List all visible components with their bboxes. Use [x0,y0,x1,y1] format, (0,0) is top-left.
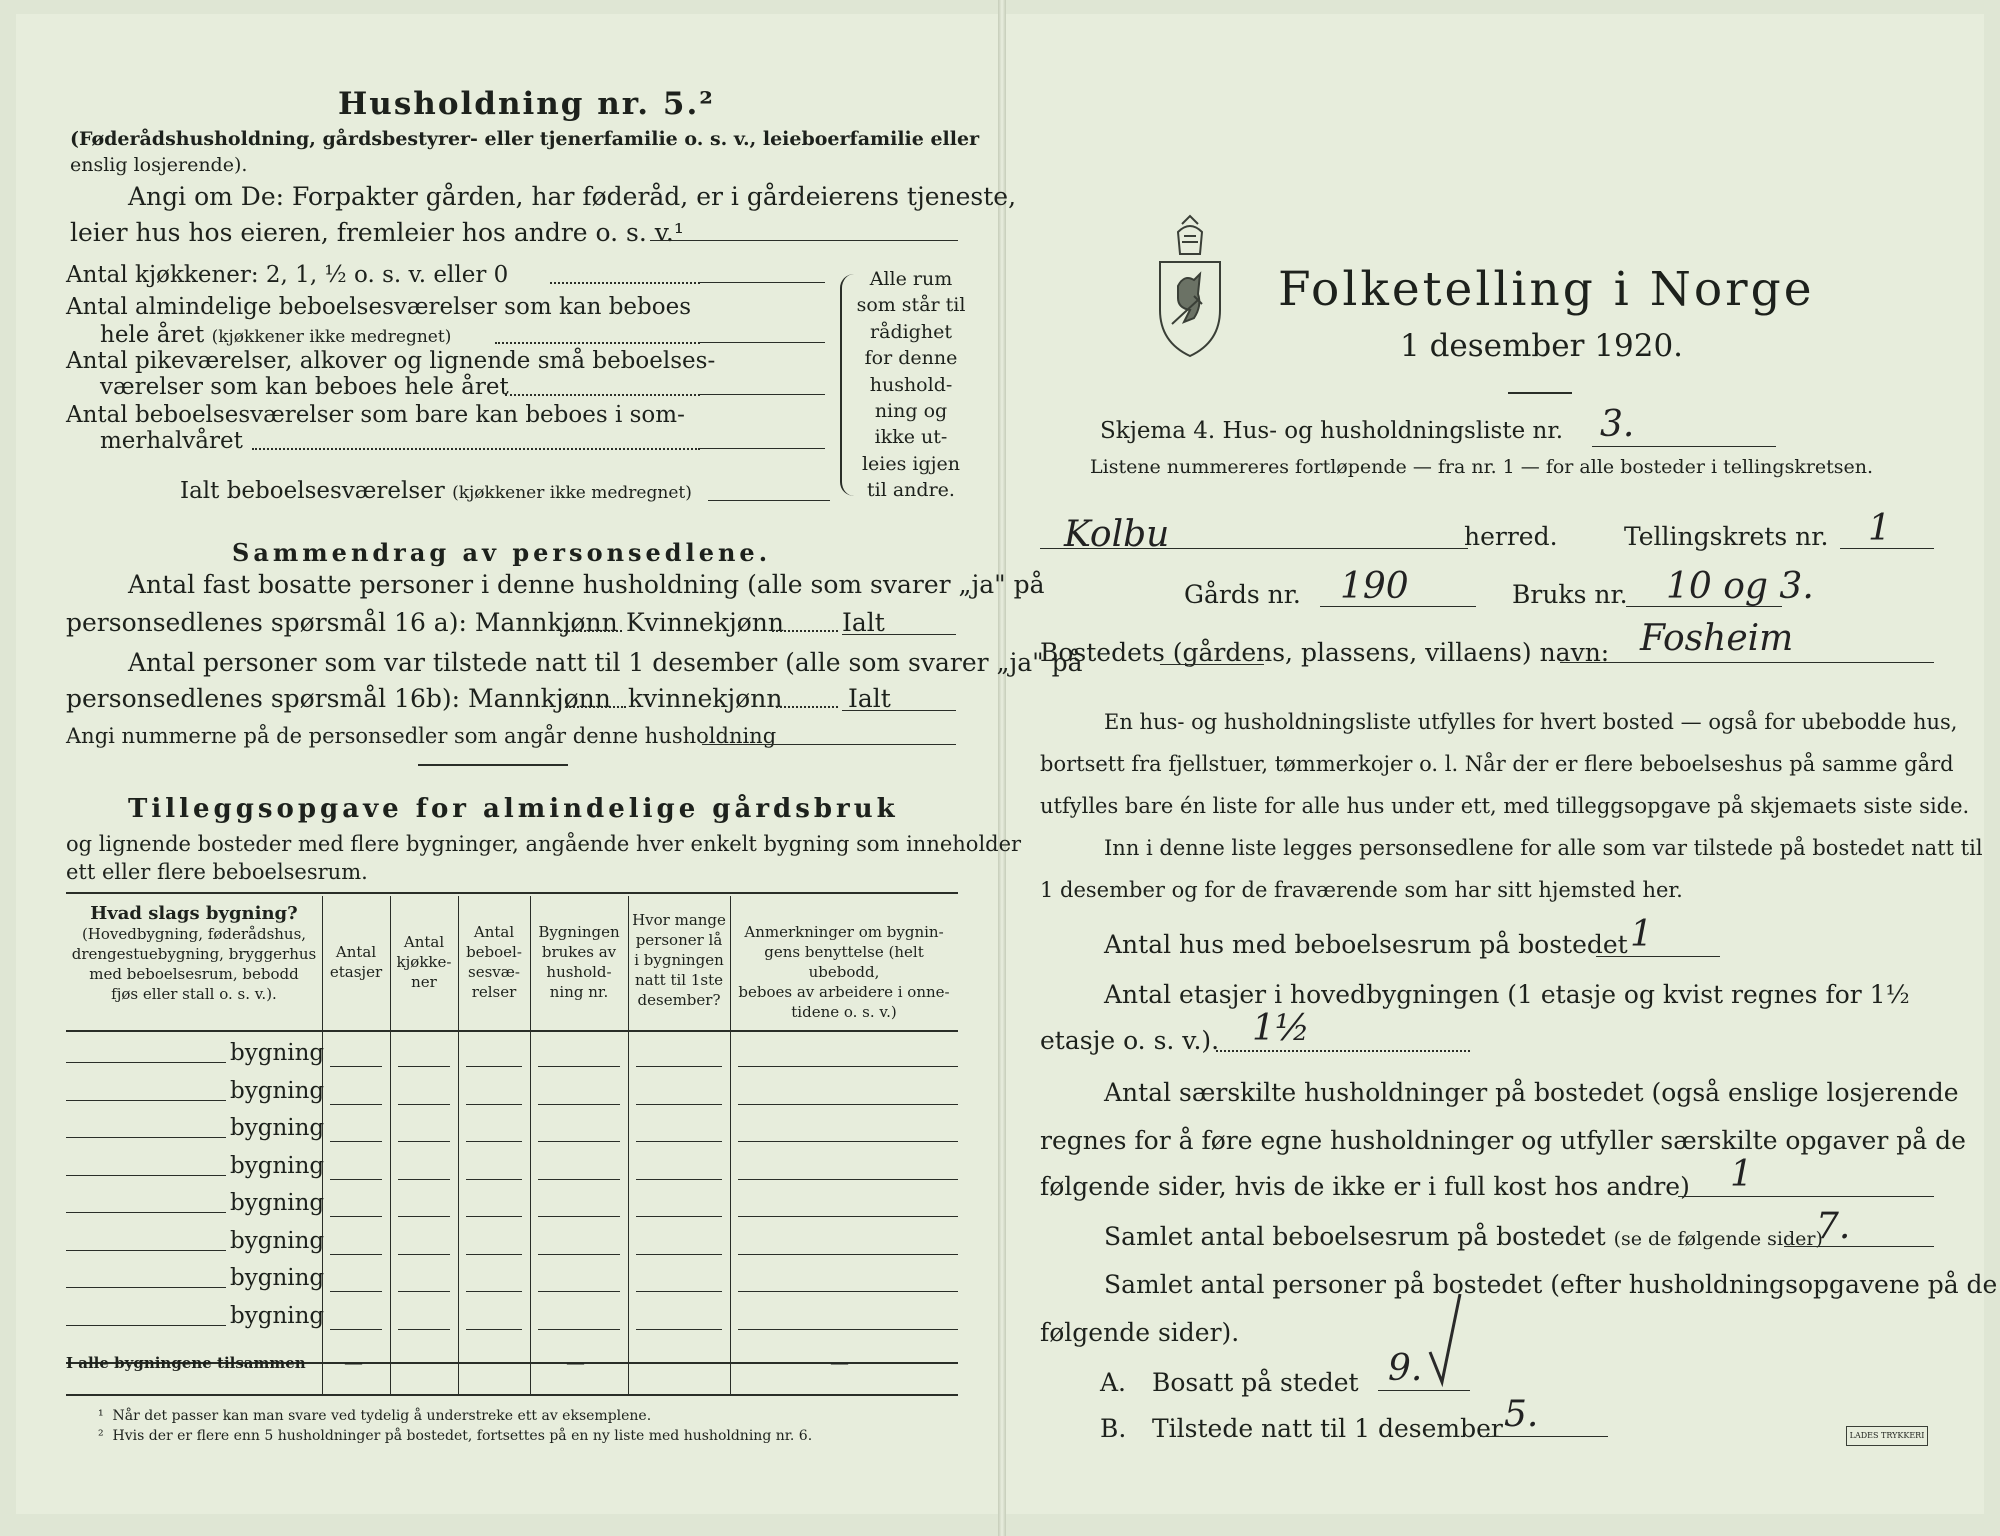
building-cell-line [330,1329,382,1330]
building-cell-line [398,1254,450,1255]
etasjer-line-2: etasje o. s. v.). [1040,1026,1220,1055]
household-title: Husholdning nr. 5.² [338,86,715,122]
bruks-value: 10 og 3. [1666,566,1814,607]
building-cell-line [738,1216,958,1217]
skjema-value: 3. [1600,404,1635,445]
building-cell-line [636,1104,722,1105]
total-dash-husholdning: — [566,1352,585,1374]
sarskilte-value: 1 [1730,1154,1753,1195]
rooms-note-line: leies igjen [861,452,961,475]
hus-line [1596,956,1720,957]
rooms-note-line: som står til [856,294,966,317]
sommer-answer-line [700,448,825,449]
building-row-label: bygning [230,1040,325,1066]
pike-answer-line [700,394,825,395]
sammendrag-tilst-1: Antal personer som var tilstede natt til 1 desember (alle som svarer „ja" på [128,648,1083,677]
samlet-pers-line-1: Samlet antal personer på bostedet (efter husholdningsopgavene på de [1104,1270,1998,1299]
building-cell-line [538,1179,620,1180]
building-cell-line [538,1291,620,1292]
sammendrag-fast-i: Ialt [842,608,885,637]
building-cell-line [636,1216,722,1217]
building-cell-line [330,1216,382,1217]
col-header-line: desember? [637,991,721,1009]
gardens-underline [1160,664,1264,665]
rooms-note-line: hushold- [869,373,953,396]
tilst-ialt-line [842,710,956,711]
skjema-label: Skjema 4. Hus- og husholdningsliste nr. [1100,418,1564,444]
table-bottom-border [66,1394,958,1396]
building-cell-line [398,1066,450,1067]
total-dash-anmerkninger: — [830,1352,849,1374]
herred-label: herred. [1464,522,1558,551]
printer-stamp: LADES TRYKKERI [1846,1426,1928,1446]
rooms-alm-2-text: hele året [100,322,205,348]
rooms-note-line: for denne [864,347,958,370]
section-divider [418,764,568,766]
col-header-line: Bygningen [538,923,620,941]
intro-line-1: (Føderådshusholdning, gårdsbestyrer- eller tjenerfamilie o. s. v., leieboerfamilie eller [70,128,980,150]
a-line [1378,1390,1470,1391]
hus-label: Antal hus med beboelsesrum på bostedet [1104,930,1628,959]
building-row-label: bygning [230,1227,325,1254]
b-line [1480,1436,1608,1437]
building-row-line [66,1325,226,1326]
building-row-line [66,1250,226,1251]
rooms-ialt-text: Ialt beboelsesværelser [180,478,445,504]
title-divider [1508,392,1572,394]
building-cell-line [738,1291,958,1292]
rooms-ialt [180,478,692,504]
building-cell-line [738,1066,958,1067]
building-cell-line [330,1291,382,1292]
sammendrag-tilst-k: kvinnekjønn [628,684,783,713]
building-cell-line [466,1104,522,1105]
ialt-answer-line [708,500,830,501]
bruks-label: Bruks nr. [1512,580,1628,609]
building-row-line [66,1287,226,1288]
angi-line-1: Angi om De: Forpakter gården, har føderåd, er i gårdeierens tjeneste, [128,182,1017,211]
total-dash-etasjer: — [344,1352,363,1374]
rooms-pike-1: Antal pikeværelser, alkover og lignende små beboelses- [66,348,716,374]
building-cell-line [398,1291,450,1292]
col-header-line: personer lå [635,931,723,949]
building-cell-line [466,1216,522,1217]
building-cell-line [738,1179,958,1180]
building-cell-line [330,1179,382,1180]
rooms-kjokkener: Antal kjøkkener: 2, 1, ½ o. s. v. eller 0 [66,262,509,288]
building-cell-line [636,1141,722,1142]
building-row-label: bygning [230,1115,325,1141]
building-cell-line [636,1066,722,1067]
col-header-line: Antal [473,923,515,941]
etasjer-value: 1½ [1252,1008,1310,1049]
sarskilte-line-1: Antal særskilte husholdninger på bostedet (også enslige losjerende [1104,1078,1959,1107]
building-cell-line [466,1291,522,1292]
building-row-label: bygning [230,1152,325,1179]
col-header-line: etasjer [329,963,383,981]
col-header-line: sesvæ- [468,963,520,981]
rooms-alm-1: Antal almindelige beboelsesværelser som kan beboes [66,294,692,320]
sarskilte-line-2: regnes for å føre egne husholdninger og utfyller særskilte opgaver på de [1040,1126,1966,1155]
rooms-note [856,266,966,504]
rooms-note-line: rådighet [870,320,952,343]
building-cell-line [398,1104,450,1105]
col-header-line: hushold- [546,963,612,981]
sammendrag-nummer: Angi nummerne på de personsedler som angår denne husholdning [66,724,777,748]
building-row-line [66,1175,226,1176]
dotted-leader [560,630,622,632]
building-cell-line [466,1329,522,1330]
col-header-line: gens benyttelse (helt ubebodd, [764,943,924,981]
footnote-1 [98,1408,651,1424]
building-cell-line [636,1179,722,1180]
tillegg-heading: Tilleggsopgave for almindelige gårdsbruk [128,794,899,824]
tillegg-sub-2: ett eller flere beboelsesrum. [66,860,368,884]
col-header-line: Anmerkninger om bygnin- [744,923,944,941]
building-row-label: bygning [230,1302,325,1329]
col-header-etasjer [322,942,390,982]
b-text: Tilstede natt til 1 desember [1152,1414,1503,1443]
rooms-note-line: til andre. [867,479,955,502]
building-cell-line [738,1254,958,1255]
tellingskrets-line [1840,548,1934,549]
building-cell-line [466,1179,522,1180]
a-value: 9. [1388,1348,1423,1389]
col-header-line: med beboelsesrum, bebodd [89,965,299,983]
building-cell-line [636,1254,722,1255]
col-header-line: natt til 1ste [635,971,723,989]
building-cell-line [538,1104,620,1105]
nummer-answer-line [702,744,956,745]
col-header-line: Antal [335,943,377,961]
col-header-vaerelser [458,922,530,1002]
skjema-line [1592,446,1776,447]
para-2-line-2: 1 desember og for de fraværende som har sitt hjemsted her. [1040,878,1683,902]
bosted-value: Fosheim [1640,618,1794,659]
col-header-line: brukes av [541,943,617,961]
building-cell-line [466,1141,522,1142]
building-cell-line [398,1216,450,1217]
dotted-leader [505,394,700,396]
col-header-line: fjøs eller stall o. s. v.). [111,985,277,1003]
sammendrag-tilst-2: personsedlenes spørsmål 16b): Mannkjønn [66,684,611,713]
para-1-line-2: bortsett fra fjellstuer, tømmerkojer o. l. Når der er flere beboelseshus på samme gård [1040,752,1954,776]
dotted-leader [776,706,838,708]
building-cell-line [538,1254,620,1255]
bosted-label: Bostedets (gårdens, plassens, villaens) navn: [1040,638,1610,667]
table-header-border [66,1030,958,1032]
listene-note: Listene nummereres fortløpende — fra nr. 1 — for alle bosteder i tellingskretsen. [1090,456,1874,478]
building-cell-line [398,1179,450,1180]
gards-label: Gårds nr. [1184,580,1301,609]
intro-line-2: enslig losjerende). [70,154,248,176]
building-row-line [66,1137,226,1138]
angi-answer-line [650,240,958,241]
tillegg-sub-1: og lignende bosteder med flere bygninger, angående hver enkelt bygning som inneholder [66,832,1022,856]
col-header-anmerkninger [730,922,958,1022]
building-cell-line [636,1329,722,1330]
census-title: Folketelling i Norge [1278,262,1815,317]
rooms-note-line: Alle rum [869,268,953,290]
building-row-label: bygning [230,1265,325,1291]
building-cell-line [738,1329,958,1330]
building-cell-line [538,1329,620,1330]
rooms-note-line: ning og [874,400,948,423]
building-cell-line [538,1141,620,1142]
sarskilte-line [1678,1196,1934,1197]
rooms-alm-2 [100,322,451,348]
building-row-label: bygning [230,1077,325,1104]
rooms-pike-2: værelser som kan beboes hele året [100,374,509,400]
col-header-line: ner [411,973,437,991]
alm-answer-line [700,342,825,343]
building-cell-line [466,1066,522,1067]
samlet-pers-line-2: følgende sider). [1040,1318,1240,1347]
rooms-sommer-2: merhalvåret [100,428,243,454]
col-header-line: Antal [403,933,445,951]
sammendrag-fast-k: Kvinnekjønn [626,608,784,637]
building-cell-line [738,1104,958,1105]
col-header-type [66,904,322,1004]
samlet-rum-line [1784,1246,1934,1247]
col-header-type-title: Hvad slags bygning? [90,903,298,924]
col-header-line: beboes av arbeidere i onne- [738,983,950,1001]
hus-value: 1 [1630,914,1653,955]
angi-line-2: leier hus hos eieren, fremleier hos andre o. s. v.¹ [70,218,684,247]
a-label: A. [1100,1368,1127,1397]
census-date: 1 desember 1920. [1400,328,1684,364]
dotted-leader [1216,1050,1470,1052]
norway-coat-of-arms-icon [1154,214,1226,360]
building-cell-line [330,1104,382,1105]
sammendrag-fast-1: Antal fast bosatte personer i denne husholdning (alle som svarer „ja" på [128,570,1045,599]
building-row-line [66,1212,226,1213]
building-cell-line [538,1066,620,1067]
building-cell-line [398,1329,450,1330]
para-2-line-1: Inn i denne liste legges personsedlene for alle som var tilstede på bostedet natt til [1104,836,1983,860]
b-value: 5. [1504,1394,1539,1435]
col-header-kjokkener [390,932,458,992]
col-header-husholdning [530,922,628,1002]
kjokkener-answer-line [700,282,825,283]
sammendrag-heading: Sammendrag av personsedlene. [232,538,772,567]
dotted-leader [772,630,838,632]
dotted-leader [550,282,700,284]
footnote-2-text: Hvis der er flere enn 5 husholdninger på bostedet, fortsettes på en ny liste med husholdning nr. 6. [112,1428,813,1444]
etasjer-line-1: Antal etasjer i hovedbygningen (1 etasje og kvist regnes for 1½ [1104,980,1910,1009]
para-1-line-1: En hus- og husholdningsliste utfylles for hvert bosted — også for ubebodde hus, [1104,710,1958,734]
footnote-1-text: Når det passer kan man svare ved tydelig å understreke ett av eksemplene. [112,1408,652,1424]
footnote-1-num: ¹ [98,1408,104,1424]
col-header-line: i bygningen [634,951,724,969]
col-header-line: kjøkke- [396,953,452,971]
col-header-line: ning nr. [549,983,609,1001]
dotted-leader [566,706,626,708]
tellingskrets-label: Tellingskrets nr. [1624,522,1829,551]
rooms-note-line: ikke ut- [874,426,948,449]
footnote-2-num: ² [98,1428,104,1444]
herred-line [1040,548,1468,549]
col-header-line: drengestuebygning, bryggerhus [71,945,317,963]
building-cell-line [636,1291,722,1292]
samlet-rum-value: 7. [1816,1206,1851,1247]
dotted-leader [495,342,700,344]
rooms-alm-2-small: (kjøkkener ikke medregnet) [211,327,452,347]
dotted-leader [252,448,700,450]
b-label: B. [1100,1414,1127,1443]
building-cell-line [330,1066,382,1067]
samlet-rum-label [1104,1222,1823,1251]
bruks-line [1626,606,1782,607]
building-cell-line [398,1141,450,1142]
total-label: I alle bygningene tilsammen [66,1354,306,1372]
col-header-personer [628,910,730,1010]
para-1-line-3: utfylles bare én liste for alle hus under ett, med tilleggsopgave på skjemaets siste side. [1040,794,1970,818]
tellingskrets-value: 1 [1868,508,1891,549]
samlet-rum-text: Samlet antal beboelsesrum på bostedet [1104,1222,1606,1251]
col-header-line: Hvor mange [632,911,726,929]
building-row-line [66,1062,226,1063]
herred-value: Kolbu [1064,514,1170,555]
rooms-ialt-small: (kjøkkener ikke medregnet) [452,483,692,503]
table-top-border [66,892,958,894]
sammendrag-tilst-i: Ialt [848,684,891,713]
col-header-line: relser [471,983,517,1001]
fast-ialt-line [842,634,956,635]
building-row-label: bygning [230,1190,325,1216]
building-cell-line [538,1216,620,1217]
building-cell-line [330,1254,382,1255]
gards-line [1320,606,1476,607]
col-header-line: (Hovedbygning, føderådshus, [81,925,307,943]
bosted-line [1560,662,1934,663]
sarskilte-line-3: følgende sider, hvis de ikke er i full kost hos andre) [1040,1172,1690,1201]
page-fold [998,0,1006,1536]
building-row-line [66,1100,226,1101]
sammendrag-fast-2: personsedlenes spørsmål 16 a): Mannkjønn [66,608,618,637]
building-cell-line [466,1254,522,1255]
gards-value: 190 [1340,566,1409,607]
rooms-brace [840,274,856,496]
building-cell-line [738,1141,958,1142]
col-header-line: beboel- [466,943,522,961]
samlet-rum-small: (se de følgende sider) [1613,1228,1823,1250]
footnote-2 [98,1428,812,1444]
rooms-sommer-1: Antal beboelsesværelser som bare kan beboes i som- [66,402,685,428]
checkmark-icon [1426,1290,1466,1390]
col-header-line: tidene o. s. v.) [791,1003,897,1021]
a-text: Bosatt på stedet [1152,1368,1359,1397]
building-cell-line [330,1141,382,1142]
